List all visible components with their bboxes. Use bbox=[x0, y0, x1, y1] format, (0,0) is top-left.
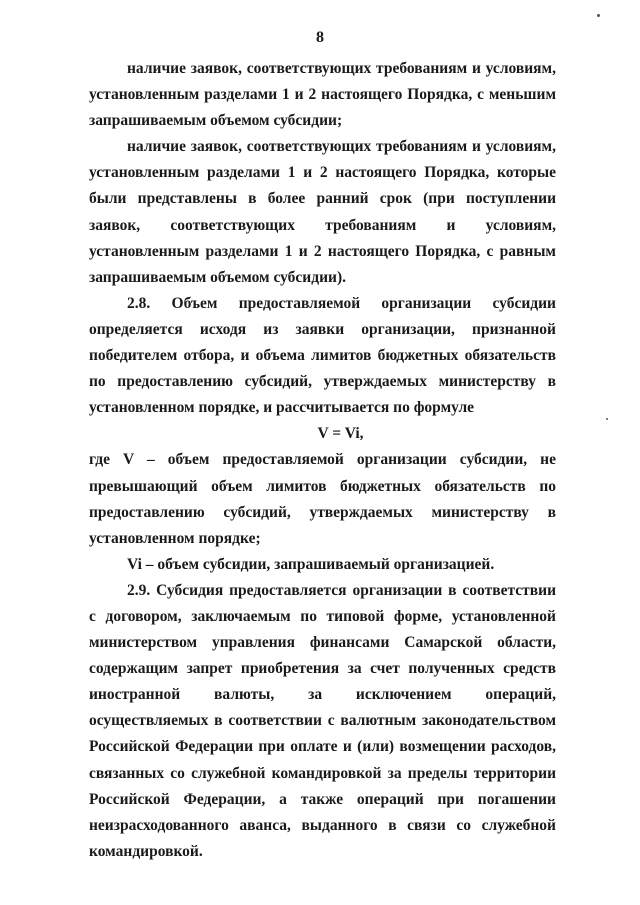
page-number: 8 bbox=[316, 29, 324, 46]
document-body bbox=[89, 56, 556, 865]
scan-speck bbox=[606, 418, 608, 420]
paragraph-2-8: 2.8. Объем предоставляемой организации субсидии определяется исходя из заявки организации, признанной победителем отбора, и объема лимитов бюджетных обязательств по предоставлению субсидий, утверждаемых министерству в установленном порядке, и рассчитывается по формуле bbox=[89, 294, 556, 417]
paragraph-smaller-amount: наличие заявок, соответствующих требованиям и условиям, установленным разделами 1 и 2 настоящего Порядка, с меньшим запрашиваемым объемом субсидии; bbox=[89, 60, 556, 130]
formula: V = Vi, bbox=[317, 425, 364, 443]
scan-speck bbox=[597, 14, 600, 17]
paragraph-formula-definition-v: где V – объем предоставляемой организации субсидии, не превышающий объем лимитов бюджетных обязательств по предоставлению субсидий, утверждаемых министерству в установленном порядке; bbox=[89, 451, 556, 547]
paragraph-formula-definition-vi: Vi – объем субсидии, запрашиваемый организацией. bbox=[127, 555, 495, 573]
paragraph-2-9: 2.9. Субсидия предоставляется организации в соответствии с договором, заключаемым по типовой форме, установленной министерством управления финансами Самарской области, содержащим запрет приобретения за счет полученных средств иностранной валюты, за исключением операций, осуществляемых в соответствии с валютным законодательством Российской Федерации при оплате и (или) возмещении расходов, связанных со служебной командировкой за пределы территории Российской Федерации, а также операций при погашении неизрасходованного аванса, выданного в связи со служебной командировкой. bbox=[89, 581, 556, 860]
paragraph-earlier-submission: наличие заявок, соответствующих требованиям и условиям, установленным разделами 1 и 2 настоящего Порядка, которые были представлены в более ранний срок (при поступлении заявок, соответствующих требованиям и условиям, установленным разделами 1 и 2 настоящего Порядка, с равным запрашиваемым объемом субсидии). bbox=[89, 138, 556, 286]
